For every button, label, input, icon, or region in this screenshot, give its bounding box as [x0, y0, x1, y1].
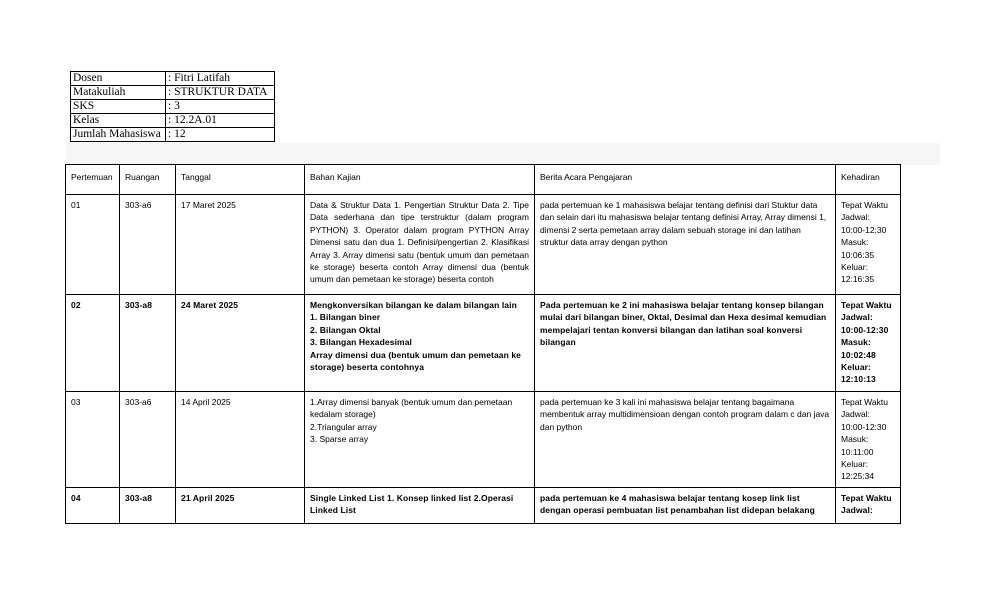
- header-pertemuan: Pertemuan: [66, 165, 120, 195]
- cell-pertemuan: 03: [66, 392, 120, 488]
- info-value-kelas: : 12.2A.01: [166, 114, 275, 128]
- cell-pertemuan: 01: [66, 195, 120, 295]
- info-row-dosen: [71, 72, 275, 86]
- info-value-matakuliah: : STRUKTUR DATA: [166, 86, 275, 100]
- cell-ruangan: 303-a6: [120, 195, 176, 295]
- header-band: [66, 143, 940, 165]
- cell-pertemuan: 04: [66, 487, 120, 523]
- header-berita: Berita Acara Pengajaran: [535, 165, 836, 195]
- bahan-line: Mengkonversikan bilangan ke dalam bilangan lain: [310, 300, 517, 310]
- info-table: [70, 71, 275, 142]
- info-row-matakuliah: [71, 86, 275, 100]
- cell-ruangan: 303-a8: [120, 487, 176, 523]
- info-row-jumlah: [71, 128, 275, 142]
- cell-kehadiran: Tepat Waktu Jadwal: 10:00-12:30 Masuk: 10:11:00 Keluar: 12:25:34: [836, 392, 901, 488]
- header-bahan: Bahan Kajian: [305, 165, 535, 195]
- cell-berita: pada pertemuan ke 1 mahasiswa belajar tentang definisi dari Stuktur data dan selain dari itu mahasiswa belajar tentang definisi Array, Array dimensi 1, dimensi 2 serta pemetaan array dalam sebuah storage ini dan latihan struktur data array dengan python: [535, 195, 836, 295]
- cell-berita: pada pertemuan ke 3 kali ini mahasiswa belajar tentang bagaimana membentuk array multidimensioan dengan contoh program dalam c dan java dan python: [535, 392, 836, 488]
- table-row: [66, 487, 901, 523]
- cell-ruangan: 303-a8: [120, 295, 176, 392]
- cell-berita: pada pertemuan ke 4 mahasiswa belajar tentang kosep link list dengan operasi pembuatan list penambahan list didepan belakang: [535, 487, 836, 523]
- cell-bahan: [305, 392, 535, 488]
- cell-bahan: [305, 295, 535, 392]
- attendance-table: [65, 164, 901, 524]
- header-ruangan: Ruangan: [120, 165, 176, 195]
- table-row: [66, 392, 901, 488]
- bahan-line: 2.Triangular array: [310, 421, 377, 432]
- cell-tanggal: 14 April 2025: [176, 392, 305, 488]
- cell-pertemuan: 02: [66, 295, 120, 392]
- cell-tanggal: 21 April 2025: [176, 487, 305, 523]
- info-label: SKS: [71, 100, 166, 114]
- info-row-kelas: [71, 114, 275, 128]
- info-label: Jumlah Mahasiswa: [71, 128, 166, 142]
- table-header-row: [66, 165, 901, 195]
- table-row: [66, 295, 901, 392]
- info-row-sks: [71, 100, 275, 114]
- bahan-line: 1.Array dimensi banyak (bentuk umum dan pemetaan kedalam storage): [310, 397, 513, 420]
- bahan-line: Array dimensi dua (bentuk umum dan pemetaan ke storage) beserta contohnya: [310, 349, 522, 373]
- bahan-line: 3. Sparse array: [310, 434, 369, 445]
- cell-berita: Pada pertemuan ke 2 ini mahasiswa belajar tentang konsep bilangan mulai dari bilangan biner, Oktal, Desimal dan Hexa desimal kemudian mempelajari tentan konversi bilangan dan latihan soal konversi bilangan: [535, 295, 836, 392]
- info-label: Matakuliah: [71, 86, 166, 100]
- header-tanggal: Tanggal: [176, 165, 305, 195]
- table-row: [66, 195, 901, 295]
- info-label: Kelas: [71, 114, 166, 128]
- info-value-dosen: : Fitri Latifah: [166, 72, 275, 86]
- cell-kehadiran: Tepat Waktu Jadwal: 10:00-12:30 Masuk: 10:02:48 Keluar: 12:10:13: [836, 295, 901, 392]
- info-label: Dosen: [71, 72, 166, 86]
- cell-ruangan: 303-a6: [120, 392, 176, 488]
- cell-kehadiran: Tepat Waktu Jadwal:: [836, 487, 901, 523]
- info-value-jumlah: : 12: [166, 128, 275, 142]
- info-value-sks: : 3: [166, 100, 275, 114]
- bahan-line: 3. Bilangan Hexadesimal: [310, 337, 412, 348]
- cell-tanggal: 24 Maret 2025: [176, 295, 305, 392]
- bahan-line: 2. Bilangan Oktal: [310, 324, 381, 335]
- bahan-line: 1. Bilangan biner: [310, 312, 381, 323]
- cell-kehadiran: Tepat Waktu Jadwal: 10:00-12:30 Masuk: 10:06:35 Keluar: 12:16:35: [836, 195, 901, 295]
- cell-bahan: Single Linked List 1. Konsep linked list 2.Operasi Linked List: [305, 487, 535, 523]
- header-kehadiran: Kehadiran: [836, 165, 901, 195]
- cell-bahan: Data & Struktur Data 1. Pengertian Struktur Data 2. Tipe Data sederhana dan tipe terstruktur (dalam program PYTHON) 3. Operator dalam program PYTHON Array Dimensi satu dan dua 1. Definisi/pengertian 2. Klasifikasi Array 3. Array dimensi satu (bentuk umum dan pemetaan ke storage) beserta contoh Array dimensi dua (bentuk umum dan pemetaan ke storage) beserta contoh: [305, 195, 535, 295]
- cell-tanggal: 17 Maret 2025: [176, 195, 305, 295]
